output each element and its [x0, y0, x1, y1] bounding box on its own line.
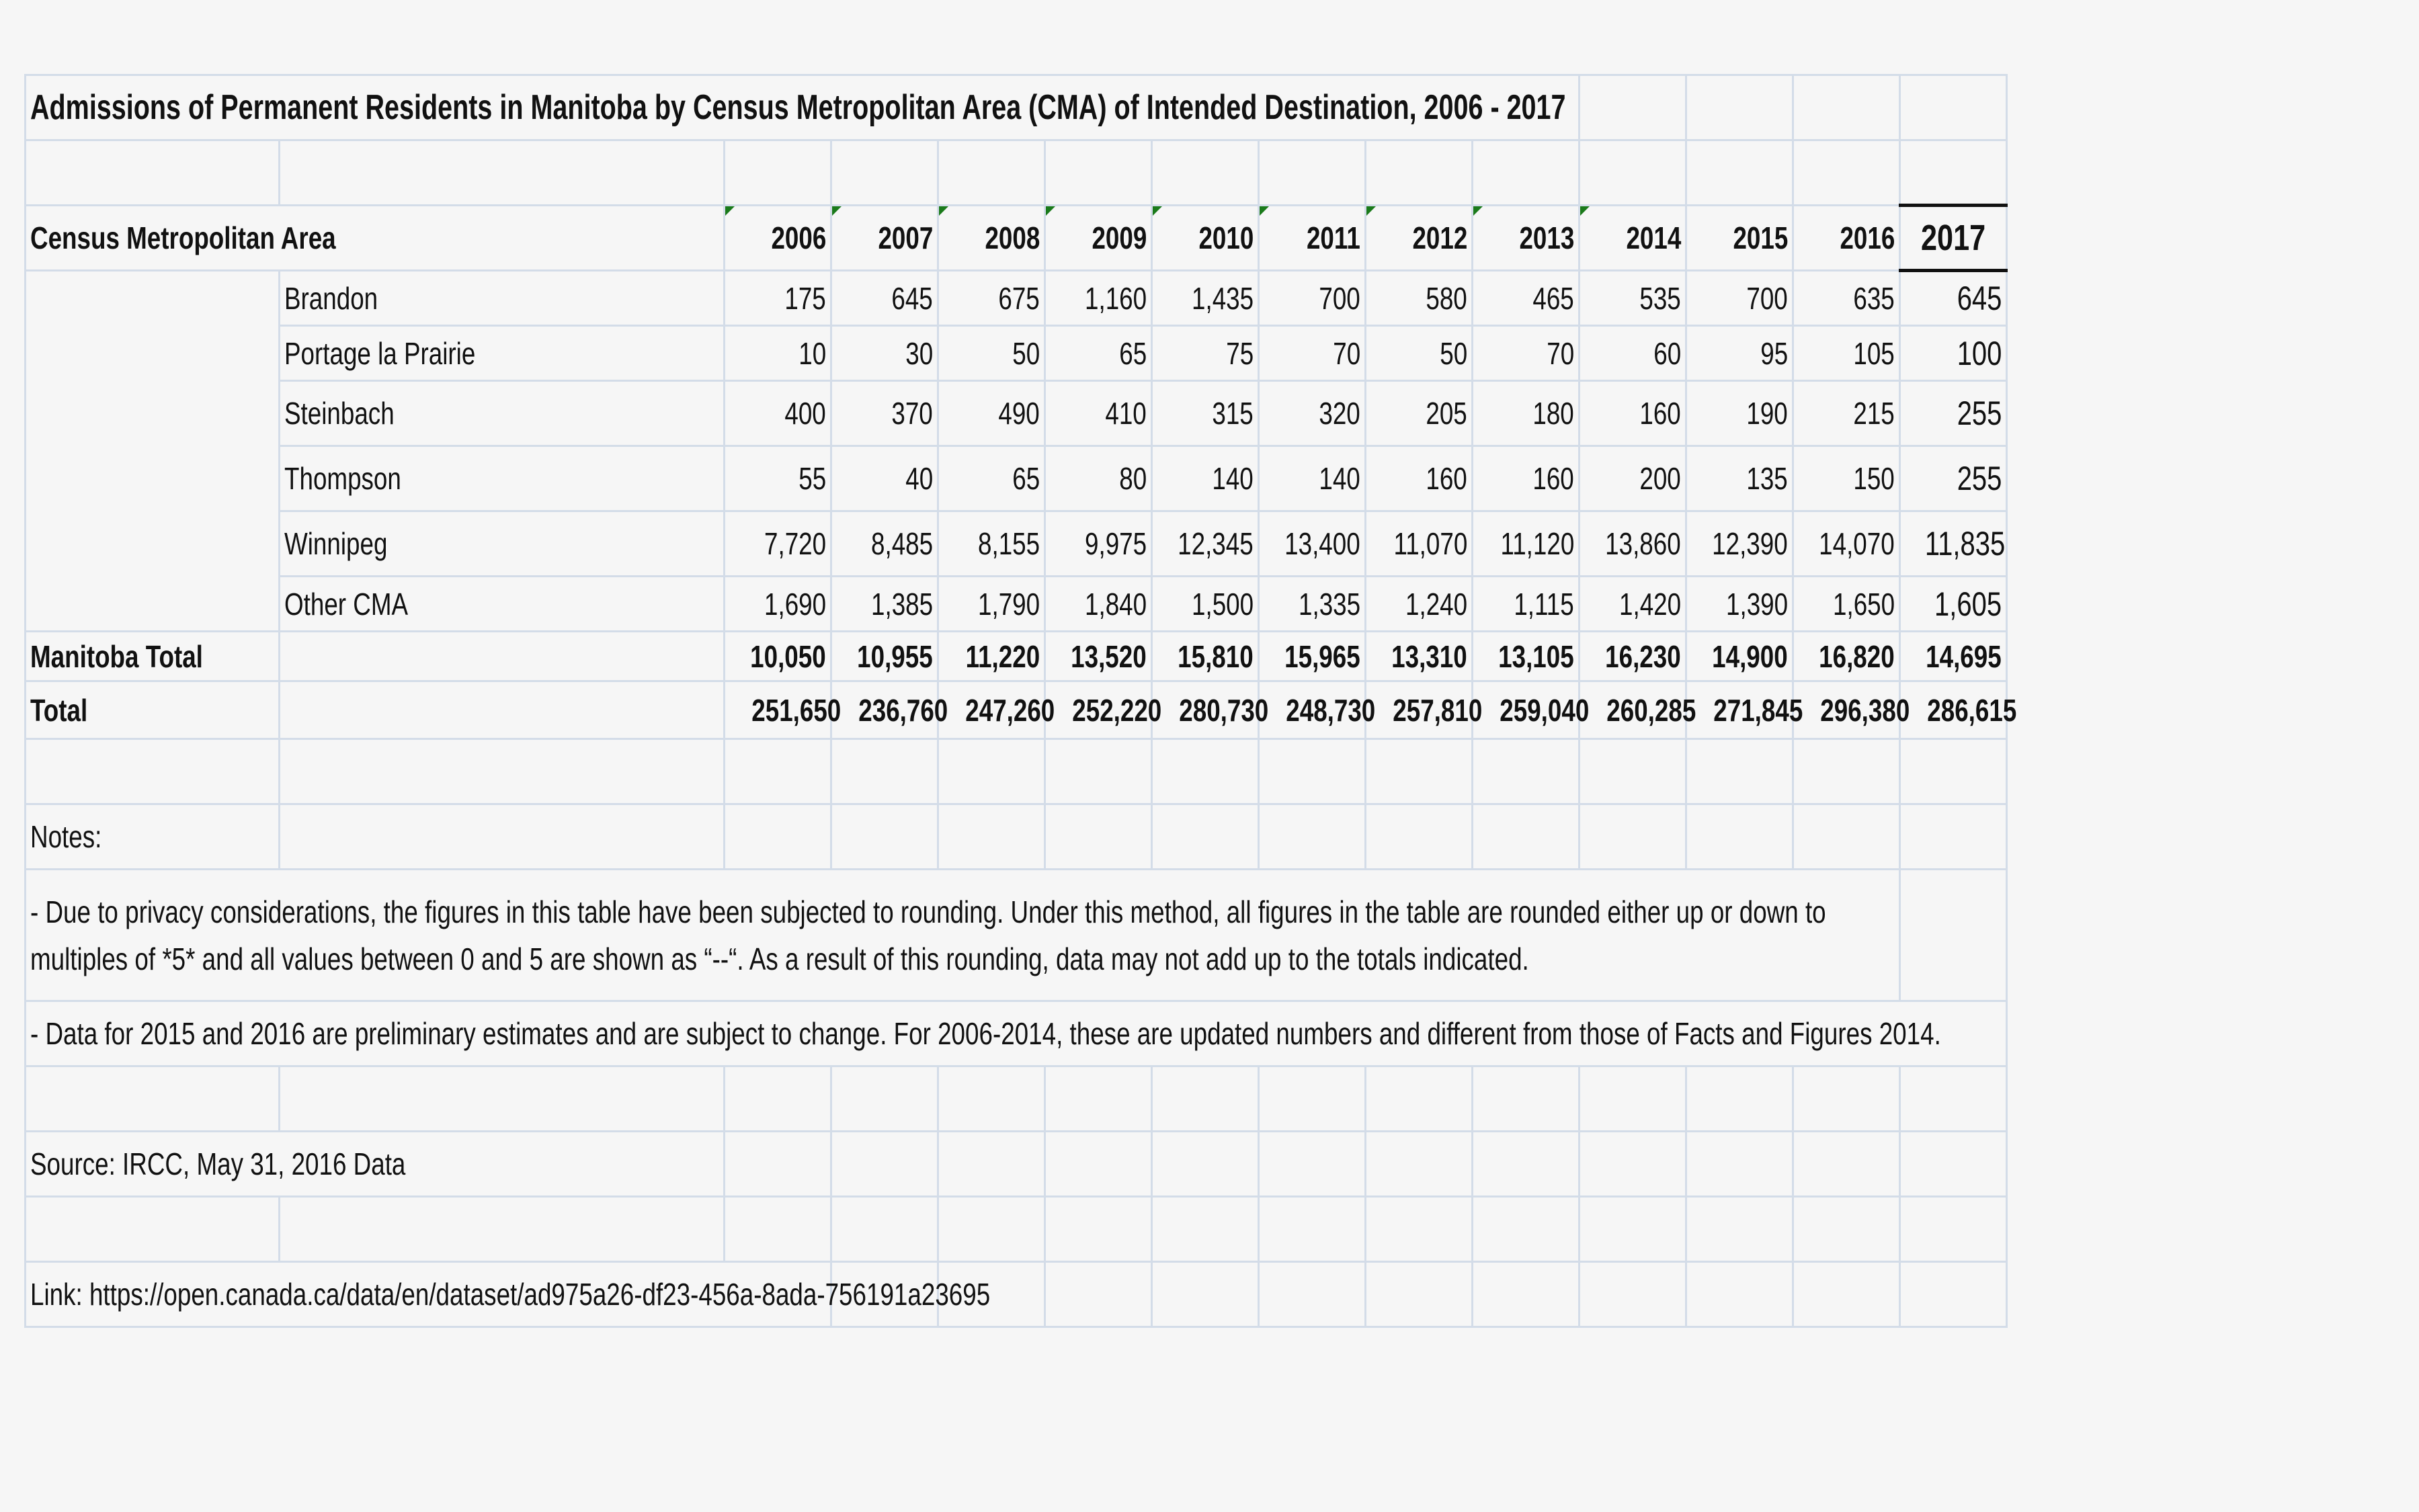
cell[interactable] — [1900, 1262, 2007, 1327]
cell-value[interactable]: 14,900 — [1686, 632, 1793, 681]
cell-value[interactable]: 70 — [1473, 326, 1580, 381]
cell-value[interactable]: 13,400 — [1259, 511, 1366, 577]
cell-value[interactable]: 1,840 — [1045, 577, 1152, 632]
source-text[interactable]: Source: IRCC, May 31, 2016 Data — [26, 1132, 725, 1197]
cell[interactable] — [1793, 1197, 1900, 1262]
cell-value[interactable]: 315 — [1152, 381, 1259, 446]
cell-value[interactable]: 8,155 — [938, 511, 1045, 577]
table-row — [26, 577, 2007, 632]
cell[interactable] — [26, 446, 280, 511]
cell[interactable] — [1580, 1066, 1686, 1132]
cell[interactable] — [1152, 804, 1259, 870]
cell[interactable] — [280, 140, 725, 206]
row-label[interactable]: Winnipeg — [280, 511, 725, 577]
cell[interactable] — [1900, 1197, 2007, 1262]
cell-value[interactable]: 16,230 — [1580, 632, 1686, 681]
cell-value[interactable]: 400 — [725, 381, 831, 446]
cell-value[interactable]: 675 — [938, 271, 1045, 326]
cell[interactable] — [1259, 1132, 1366, 1197]
cell[interactable] — [1366, 140, 1473, 206]
cell-value[interactable]: 140 — [1259, 446, 1366, 511]
cell[interactable] — [1259, 1066, 1366, 1132]
cell[interactable] — [1793, 1132, 1900, 1197]
table-row — [26, 446, 2007, 511]
cell[interactable] — [26, 1197, 280, 1262]
cell[interactable] — [1152, 140, 1259, 206]
cell[interactable] — [26, 271, 280, 326]
cell[interactable] — [831, 804, 938, 870]
row-label[interactable]: Manitoba Total — [26, 632, 280, 681]
cell[interactable] — [1473, 1066, 1580, 1132]
cell-value[interactable]: 50 — [1366, 326, 1473, 381]
cell[interactable] — [1473, 1197, 1580, 1262]
note-preliminary[interactable]: - Data for 2015 and 2016 are preliminary estimates and are subject to change. For 2006-2014, these are updated numbers and different from those of Facts and Figures 2014. — [26, 1001, 2007, 1066]
cell-value[interactable]: 1,385 — [831, 577, 938, 632]
cell[interactable] — [725, 804, 831, 870]
cell-value[interactable]: 1,605 — [1900, 577, 2007, 632]
cell[interactable] — [1259, 1197, 1366, 1262]
cell[interactable] — [1686, 1197, 1793, 1262]
cell[interactable] — [1152, 1132, 1259, 1197]
cell[interactable] — [1259, 739, 1366, 804]
cell-value[interactable]: 65 — [1045, 326, 1152, 381]
cell-value[interactable]: 257,810 — [1366, 681, 1473, 739]
cell[interactable] — [1686, 1066, 1793, 1132]
cell-value[interactable]: 1,115 — [1473, 577, 1580, 632]
cell-value[interactable]: 50 — [938, 326, 1045, 381]
cell[interactable] — [26, 140, 280, 206]
cell-value[interactable]: 1,160 — [1045, 271, 1152, 326]
cell-value[interactable]: 11,220 — [938, 632, 1045, 681]
cell[interactable] — [1259, 1262, 1366, 1327]
cell[interactable] — [1900, 1132, 2007, 1197]
cell-value[interactable]: 1,690 — [725, 577, 831, 632]
cell[interactable] — [938, 140, 1045, 206]
cell[interactable] — [938, 739, 1045, 804]
cell-value[interactable]: 7,720 — [725, 511, 831, 577]
cell-value[interactable]: 248,730 — [1259, 681, 1366, 739]
cell[interactable] — [1686, 804, 1793, 870]
cell-value[interactable]: 260,285 — [1580, 681, 1686, 739]
cell-value[interactable]: 10,955 — [831, 632, 938, 681]
cell-value[interactable]: 135 — [1686, 446, 1793, 511]
cell[interactable] — [1686, 1132, 1793, 1197]
cell[interactable] — [1045, 1197, 1152, 1262]
column-header-year[interactable]: 2008 — [938, 206, 1045, 271]
cell[interactable] — [1793, 140, 1900, 206]
cell[interactable] — [1793, 739, 1900, 804]
cell-value[interactable]: 320 — [1259, 381, 1366, 446]
cell[interactable] — [725, 1132, 831, 1197]
cell-value[interactable]: 9,975 — [1045, 511, 1152, 577]
cell[interactable] — [1366, 804, 1473, 870]
cell-value[interactable]: 1,420 — [1580, 577, 1686, 632]
cell-value[interactable]: 635 — [1793, 271, 1900, 326]
cell-value[interactable]: 10 — [725, 326, 831, 381]
cell[interactable] — [1793, 1066, 1900, 1132]
cell[interactable] — [938, 1132, 1045, 1197]
cell[interactable] — [280, 739, 725, 804]
cell-value[interactable]: 15,965 — [1259, 632, 1366, 681]
cell[interactable] — [938, 1066, 1045, 1132]
cell-value[interactable]: 12,345 — [1152, 511, 1259, 577]
cell-value[interactable]: 160 — [1366, 446, 1473, 511]
cell-value[interactable]: 180 — [1473, 381, 1580, 446]
cell-value[interactable]: 12,390 — [1686, 511, 1793, 577]
cell[interactable] — [1473, 1132, 1580, 1197]
note-rounding[interactable]: - Due to privacy considerations, the figures in this table have been subjected to rounding. Under this method, all figures in the table are rounded either up or down to multiples of *5* and all values between 0 and 5 are shown as “--“. As a result of this rounding, data may not add up to the totals indicated. — [26, 870, 1900, 1001]
cell-value[interactable]: 11,835 — [1900, 511, 2007, 577]
cell-value[interactable]: 160 — [1473, 446, 1580, 511]
cell[interactable] — [1580, 1197, 1686, 1262]
cell-value[interactable]: 1,500 — [1152, 577, 1259, 632]
column-header-year[interactable]: 2014 — [1580, 206, 1686, 271]
cell-value[interactable]: 580 — [1366, 271, 1473, 326]
cell-value[interactable]: 251,650 — [725, 681, 831, 739]
cell-value[interactable]: 13,105 — [1473, 632, 1580, 681]
row-label[interactable]: Brandon — [280, 271, 725, 326]
cell[interactable] — [1580, 1132, 1686, 1197]
cell[interactable] — [1686, 739, 1793, 804]
column-header-year[interactable]: 2015 — [1686, 206, 1793, 271]
cell-value[interactable]: 1,435 — [1152, 271, 1259, 326]
cell[interactable] — [725, 739, 831, 804]
cell-value[interactable]: 465 — [1473, 271, 1580, 326]
cell[interactable] — [1045, 1132, 1152, 1197]
cell-value[interactable]: 370 — [831, 381, 938, 446]
cell-value[interactable]: 65 — [938, 446, 1045, 511]
cell-value[interactable]: 190 — [1686, 381, 1793, 446]
cell-value[interactable]: 286,615 — [1900, 681, 2007, 739]
row-label[interactable]: Portage la Prairie — [280, 326, 725, 381]
cell[interactable] — [26, 739, 280, 804]
cell[interactable] — [831, 739, 938, 804]
cell[interactable] — [26, 1066, 280, 1132]
cell-value[interactable]: 160 — [1580, 381, 1686, 446]
row-label[interactable]: Thompson — [280, 446, 725, 511]
cell[interactable] — [938, 804, 1045, 870]
cell[interactable] — [280, 1066, 725, 1132]
cell[interactable] — [1366, 1132, 1473, 1197]
cell[interactable] — [1473, 140, 1580, 206]
cell-value[interactable]: 11,070 — [1366, 511, 1473, 577]
cell[interactable] — [1900, 140, 2007, 206]
header-row — [26, 206, 2007, 271]
cell[interactable] — [1045, 140, 1152, 206]
cell[interactable] — [831, 1197, 938, 1262]
cell-value[interactable]: 105 — [1793, 326, 1900, 381]
cell-value[interactable]: 1,650 — [1793, 577, 1900, 632]
cell[interactable] — [725, 1066, 831, 1132]
cell-value[interactable]: 10,050 — [725, 632, 831, 681]
cell-value[interactable]: 200 — [1580, 446, 1686, 511]
cell-value[interactable]: 80 — [1045, 446, 1152, 511]
cell-value[interactable]: 1,790 — [938, 577, 1045, 632]
cell[interactable] — [1900, 739, 2007, 804]
cell[interactable] — [1580, 140, 1686, 206]
cell-value[interactable]: 14,070 — [1793, 511, 1900, 577]
cell[interactable] — [26, 326, 280, 381]
cell-value[interactable]: 60 — [1580, 326, 1686, 381]
cell-value[interactable]: 700 — [1259, 271, 1366, 326]
column-header-year[interactable]: 2010 — [1152, 206, 1259, 271]
cell[interactable] — [1793, 75, 1900, 140]
cell-value[interactable]: 14,695 — [1900, 632, 2007, 681]
cell[interactable] — [1473, 1262, 1580, 1327]
cell[interactable] — [280, 681, 725, 739]
cell-value[interactable]: 645 — [831, 271, 938, 326]
column-header-area[interactable]: Census Metropolitan Area — [26, 206, 725, 271]
cell-value[interactable]: 13,520 — [1045, 632, 1152, 681]
cell[interactable] — [26, 511, 280, 577]
cell-value[interactable]: 8,485 — [831, 511, 938, 577]
column-header-year[interactable]: 2013 — [1473, 206, 1580, 271]
cell-value[interactable]: 175 — [725, 271, 831, 326]
cell-value[interactable]: 55 — [725, 446, 831, 511]
cell[interactable] — [26, 577, 280, 632]
cell-value[interactable]: 1,335 — [1259, 577, 1366, 632]
row-label[interactable]: Total — [26, 681, 280, 739]
cell[interactable] — [1686, 75, 1793, 140]
cell-value[interactable]: 252,220 — [1045, 681, 1152, 739]
manitoba-total-row — [26, 632, 2007, 681]
cell-value[interactable]: 215 — [1793, 381, 1900, 446]
cell-value[interactable]: 271,845 — [1686, 681, 1793, 739]
cell[interactable] — [1259, 804, 1366, 870]
cell-value[interactable]: 1,390 — [1686, 577, 1793, 632]
column-header-year[interactable]: 2017 — [1900, 206, 2007, 271]
cell-value[interactable]: 140 — [1152, 446, 1259, 511]
cell-value[interactable]: 255 — [1900, 381, 2007, 446]
spreadsheet-table — [24, 74, 2017, 1328]
cell[interactable] — [725, 140, 831, 206]
cell-value[interactable]: 40 — [831, 446, 938, 511]
cell-value[interactable]: 75 — [1152, 326, 1259, 381]
cell-value[interactable]: 1,240 — [1366, 577, 1473, 632]
grand-total-row — [26, 681, 2007, 739]
cell[interactable] — [1045, 804, 1152, 870]
cell[interactable] — [1900, 75, 2007, 140]
cell-value[interactable]: 95 — [1686, 326, 1793, 381]
cell-value[interactable]: 535 — [1580, 271, 1686, 326]
cell[interactable] — [1686, 140, 1793, 206]
cell-value[interactable]: 205 — [1366, 381, 1473, 446]
cell[interactable] — [1473, 739, 1580, 804]
cell-value[interactable]: 13,310 — [1366, 632, 1473, 681]
cell[interactable] — [1045, 739, 1152, 804]
cell[interactable] — [1793, 1262, 1900, 1327]
cell[interactable] — [1152, 1262, 1259, 1327]
cell[interactable] — [1259, 140, 1366, 206]
cell-value[interactable]: 255 — [1900, 446, 2007, 511]
cell[interactable] — [938, 1197, 1045, 1262]
cell[interactable] — [280, 1197, 725, 1262]
table-row — [26, 381, 2007, 446]
cell[interactable] — [1900, 1066, 2007, 1132]
table-title[interactable]: Admissions of Permanent Residents in Manitoba by Census Metropolitan Area (CMA) of Intended Destination, 2006 - 2017 — [26, 75, 1580, 140]
table-row — [26, 271, 2007, 326]
cell[interactable] — [1366, 739, 1473, 804]
cell-value[interactable]: 259,040 — [1473, 681, 1580, 739]
cell-value[interactable]: 280,730 — [1152, 681, 1259, 739]
cell-value[interactable]: 30 — [831, 326, 938, 381]
cell-value[interactable]: 296,380 — [1793, 681, 1900, 739]
cell-value[interactable]: 100 — [1900, 326, 2007, 381]
cell[interactable] — [1473, 804, 1580, 870]
cell[interactable] — [1045, 1262, 1152, 1327]
cell[interactable] — [1580, 1262, 1686, 1327]
cell-value[interactable]: 15,810 — [1152, 632, 1259, 681]
cell[interactable] — [1152, 1197, 1259, 1262]
cell[interactable] — [1580, 804, 1686, 870]
cell[interactable] — [1900, 870, 2007, 1001]
row-label[interactable]: Other CMA — [280, 577, 725, 632]
cell[interactable] — [831, 140, 938, 206]
cell-value[interactable]: 70 — [1259, 326, 1366, 381]
table-row — [26, 511, 2007, 577]
cell-value[interactable]: 247,260 — [938, 681, 1045, 739]
cell[interactable] — [831, 1066, 938, 1132]
cell[interactable] — [1045, 1066, 1152, 1132]
cell-value[interactable]: 490 — [938, 381, 1045, 446]
cell[interactable] — [1580, 75, 1686, 140]
cell[interactable] — [831, 1132, 938, 1197]
cell-value[interactable]: 13,860 — [1580, 511, 1686, 577]
column-header-year[interactable]: 2016 — [1793, 206, 1900, 271]
cell-value[interactable]: 236,760 — [831, 681, 938, 739]
cell-value[interactable]: 16,820 — [1793, 632, 1900, 681]
cell[interactable] — [1366, 1197, 1473, 1262]
link-text[interactable]: Link: https://open.canada.ca/data/en/dataset/ad975a26-df23-456a-8ada-756191a23695 — [26, 1262, 831, 1327]
cell-value[interactable]: 700 — [1686, 271, 1793, 326]
cell[interactable] — [1152, 739, 1259, 804]
column-header-year[interactable]: 2011 — [1259, 206, 1366, 271]
cell[interactable] — [1686, 1262, 1793, 1327]
cell[interactable] — [1580, 739, 1686, 804]
cell[interactable] — [1152, 1066, 1259, 1132]
cell[interactable] — [26, 381, 280, 446]
cell[interactable] — [280, 804, 725, 870]
notes-label[interactable]: Notes: — [26, 804, 280, 870]
column-header-year[interactable]: 2006 — [725, 206, 831, 271]
cell[interactable] — [280, 632, 725, 681]
row-label[interactable]: Steinbach — [280, 381, 725, 446]
cell-value[interactable]: 11,120 — [1473, 511, 1580, 577]
cell-value[interactable]: 410 — [1045, 381, 1152, 446]
cell[interactable] — [1900, 804, 2007, 870]
cell[interactable] — [725, 1197, 831, 1262]
table-row — [26, 326, 2007, 381]
column-header-year[interactable]: 2007 — [831, 206, 938, 271]
column-header-year[interactable]: 2012 — [1366, 206, 1473, 271]
cell[interactable] — [1366, 1066, 1473, 1132]
cell-value[interactable]: 645 — [1900, 271, 2007, 326]
column-header-year[interactable]: 2009 — [1045, 206, 1152, 271]
cell[interactable] — [1793, 804, 1900, 870]
cell[interactable] — [1366, 1262, 1473, 1327]
cell-value[interactable]: 150 — [1793, 446, 1900, 511]
